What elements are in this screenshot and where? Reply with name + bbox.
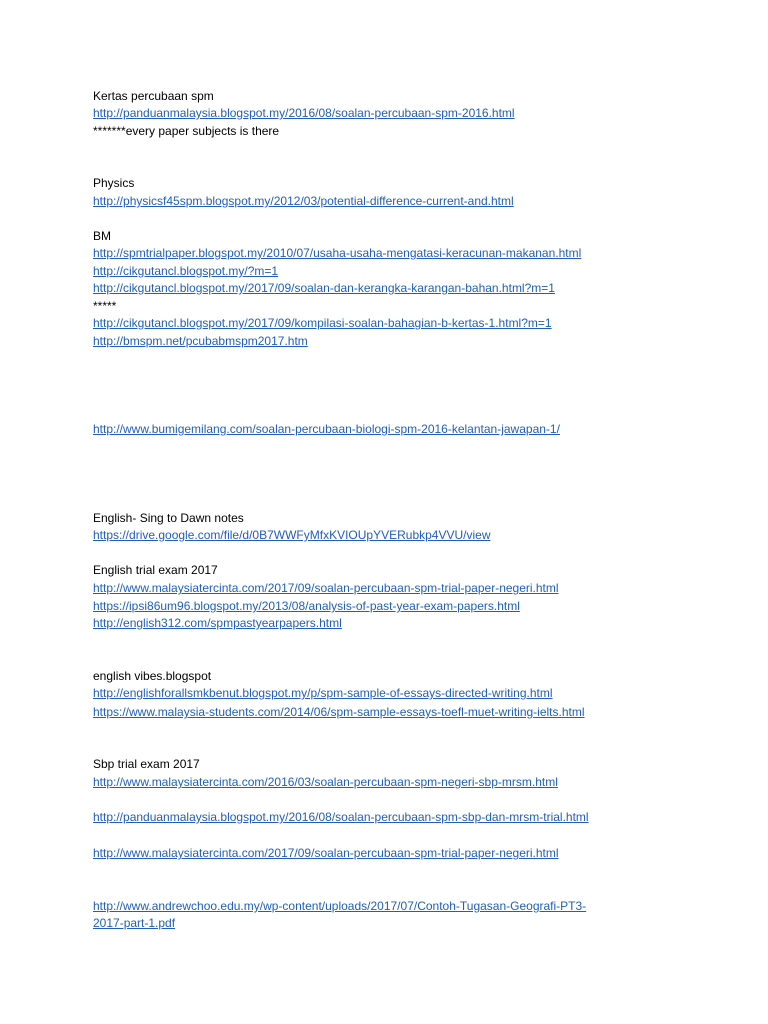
link-cikgutancl-kerangka[interactable]: http://cikgutancl.blogspot.my/2017/09/soalan-dan-kerangka-karangan-bahan.html?m=1: [93, 281, 555, 295]
heading-physics: Physics: [93, 176, 135, 190]
link-cikgutancl-home[interactable]: http://cikgutancl.blogspot.my/?m=1: [93, 264, 279, 278]
link-malaysiatercinta-2017[interactable]: http://www.malaysiatercinta.com/2017/09/soalan-percubaan-spm-trial-paper-negeri.html: [93, 581, 559, 595]
link-andrewchoo-part2[interactable]: 2017-part-1.pdf: [93, 916, 176, 930]
link-google-drive[interactable]: https://drive.google.com/file/d/0B7WWFyMfxKVIOUpYVERubkp4VVU/view: [93, 528, 491, 542]
link-andrewchoo-part1[interactable]: http://www.andrewchoo.edu.my/wp-content/uploads/2017/07/Contoh-Tugasan-Geografi-PT3-: [93, 899, 587, 913]
link-malaysiatercinta-sbp[interactable]: http://www.malaysiatercinta.com/2016/03/soalan-percubaan-spm-negeri-sbp-mrsm.html: [93, 775, 558, 789]
link-cikgutancl-kompilasi[interactable]: http://cikgutancl.blogspot.my/2017/09/kompilasi-soalan-bahagian-b-kertas-1.html?m=1: [93, 316, 552, 330]
heading-english-trial-2017: English trial exam 2017: [93, 563, 218, 577]
heading-sbp-trial-2017: Sbp trial exam 2017: [93, 757, 200, 771]
link-malaysia-students[interactable]: https://www.malaysia-students.com/2014/06/spm-sample-essays-toefl-muet-writing-ielts.html: [93, 705, 585, 719]
link-englishforall[interactable]: http://englishforallsmkbenut.blogspot.my/p/spm-sample-of-essays-directed-writing.html: [93, 686, 553, 700]
heading-kertas-percubaan: Kertas percubaan spm: [93, 89, 214, 103]
note-every-paper: *******every paper subjects is there: [93, 124, 280, 138]
heading-english-sing-to-dawn: English- Sing to Dawn notes: [93, 511, 244, 525]
link-bmspm[interactable]: http://bmspm.net/pcubabmspm2017.htm: [93, 334, 308, 348]
link-panduanmalaysia-sbp[interactable]: http://panduanmalaysia.blogspot.my/2016/08/soalan-percubaan-spm-sbp-dan-mrsm-trial.html: [93, 810, 589, 824]
link-physics[interactable]: http://physicsf45spm.blogspot.my/2012/03/potential-difference-current-and.html: [93, 194, 514, 208]
link-bumigemilang[interactable]: http://www.bumigemilang.com/soalan-percubaan-biologi-spm-2016-kelantan-jawapan-1/: [93, 422, 560, 436]
link-panduanmalaysia-2016[interactable]: http://panduanmalaysia.blogspot.my/2016/08/soalan-percubaan-spm-2016.html: [93, 106, 515, 120]
heading-english-vibes: english vibes.blogspot: [93, 669, 212, 683]
link-ipsi86um96[interactable]: https://ipsi86um96.blogspot.my/2013/08/analysis-of-past-year-exam-papers.html: [93, 599, 520, 613]
link-malaysiatercinta-negeri[interactable]: http://www.malaysiatercinta.com/2017/09/soalan-percubaan-spm-trial-paper-negeri.html: [93, 846, 559, 860]
heading-bm: BM: [93, 229, 111, 243]
link-english312[interactable]: http://english312.com/spmpastyearpapers.html: [93, 616, 342, 630]
separator-stars: *****: [93, 299, 117, 313]
link-spmtrialpaper[interactable]: http://spmtrialpaper.blogspot.my/2010/07/usaha-usaha-mengatasi-keracunan-makanan.html: [93, 246, 582, 260]
